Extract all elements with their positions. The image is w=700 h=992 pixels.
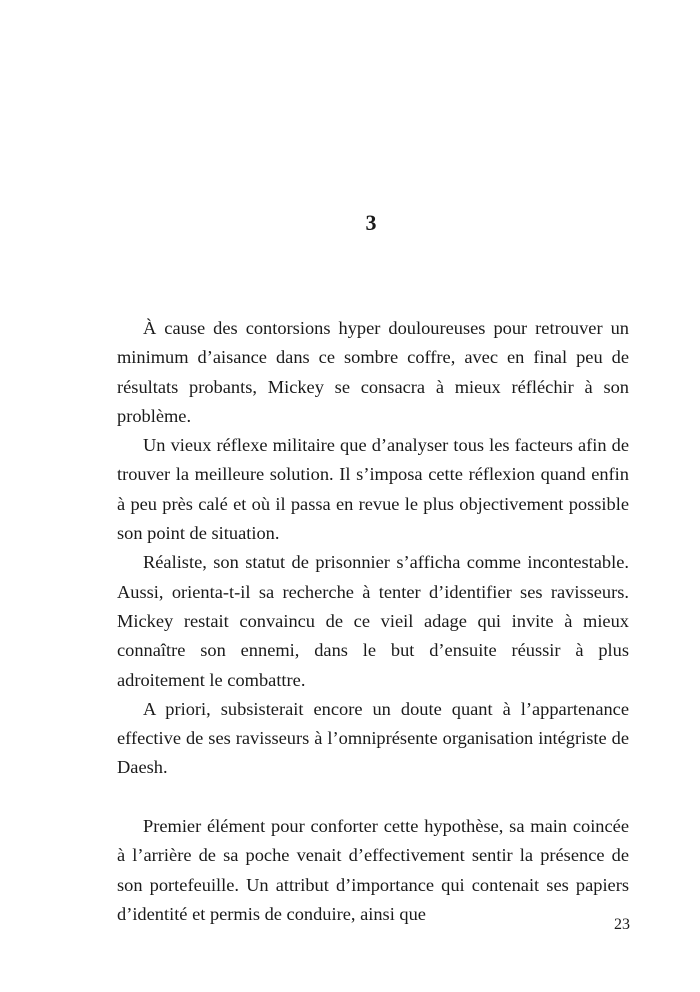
page-body — [117, 314, 629, 929]
paragraph: Un vieux réflexe militaire que d’analyser tous les facteurs afin de trouver la meilleure solution. Il s’imposa cette réflexion quand enfin à peu près calé et où il passa en revue le plus objectivement possible son point de situation. — [117, 435, 629, 544]
paragraph: A priori, subsisterait encore un doute quant à l’appartenance effective de ses ravisseurs à l’omniprésente organisation intégriste de Daesh. — [117, 698, 629, 778]
chapter-number: 3 — [365, 210, 377, 235]
page-number: 23 — [614, 916, 630, 933]
paragraph: Réaliste, son statut de prisonnier s’afficha comme incontestable. Aussi, orienta-t-il sa recherche à tenter d’identifier ses ravisseurs. Mickey restait convaincu de ce vieil adage qui invite à mieux connaître son ennemi, dans le but d’ensuite réussir à plus adroitement le combattre. — [117, 552, 629, 690]
paragraph: À cause des contorsions hyper douloureuses pour retrouver un minimum d’aisance dans ce sombre coffre, avec en final peu de résultats probants, Mickey se consacra à mieux réfléchir à son problème. — [117, 318, 629, 426]
section-break — [117, 783, 629, 812]
paragraph: Premier élément pour conforter cette hypothèse, sa main coincée à l’arrière de sa poche venait d’effectivement sentir la présence de son portefeuille. Un attribut d’importance qui contenait ses papiers d’identité et permis de conduire, ainsi que — [117, 816, 629, 924]
